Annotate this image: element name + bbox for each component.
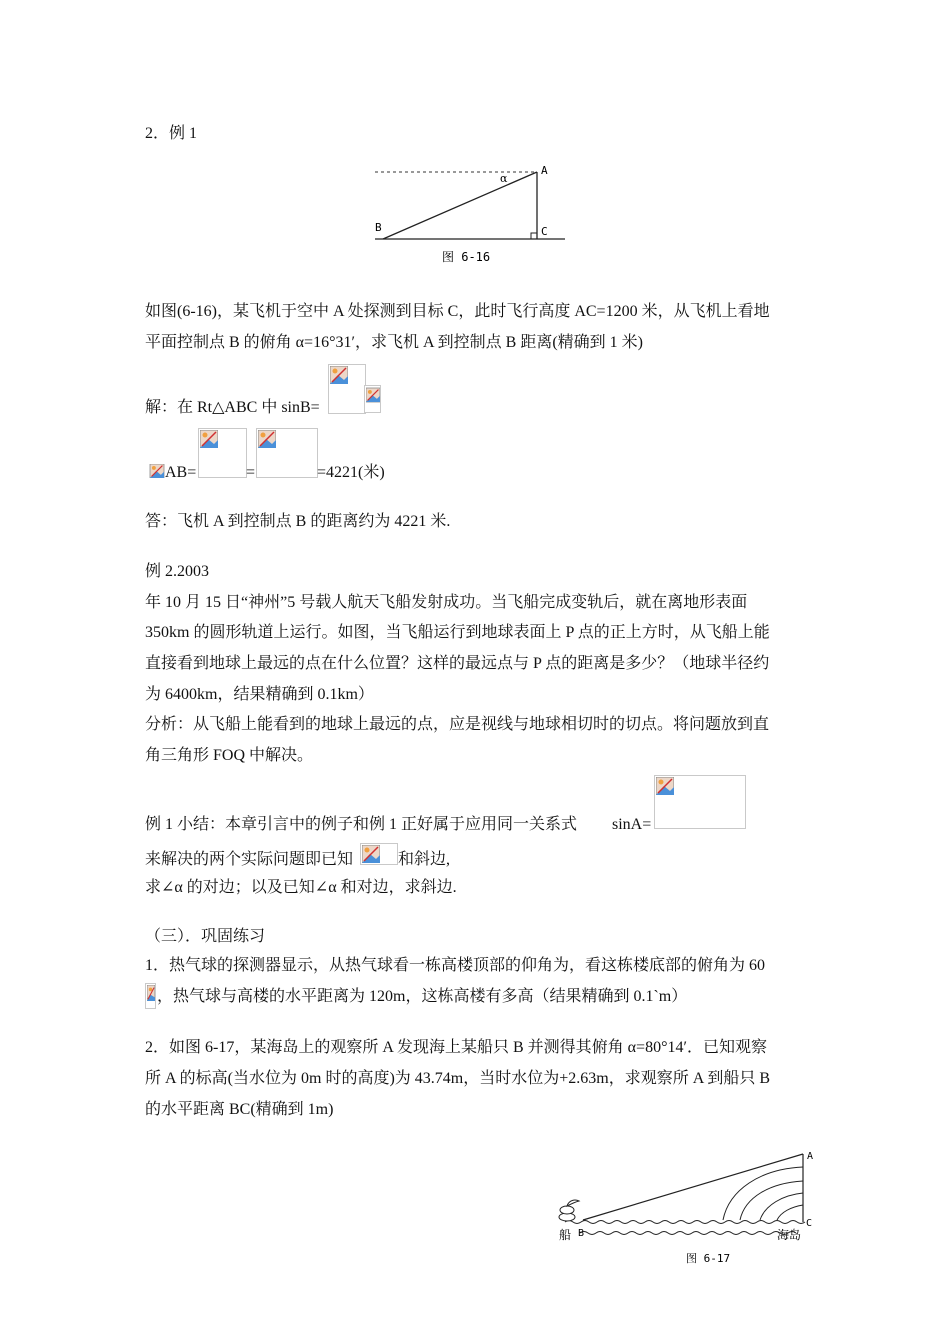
answer-line: 答：飞机 A 到控制点 B 的距离约为 4221 米. [145, 513, 451, 530]
label-island: 海岛 [777, 1228, 802, 1242]
ex2-line: 角三角形 FOQ 中解决。 [145, 747, 314, 764]
formula-image [364, 385, 381, 413]
water-line [565, 1221, 805, 1224]
formula-image [328, 364, 366, 414]
solution-line-1: 解：在 Rt△ABC 中 sinB= [145, 399, 320, 416]
ex2-line: 为 6400km，结果精确到 0.1km） [145, 686, 374, 703]
label-a: A [541, 164, 548, 177]
solution-result: =4221(米) [317, 464, 385, 481]
solution-equals: = [246, 464, 256, 481]
broken-image-icon [656, 777, 674, 795]
broken-image-icon [147, 985, 155, 1001]
broken-image-icon [330, 366, 348, 384]
island-contour [777, 1205, 803, 1220]
broken-image-icon [366, 387, 380, 403]
ex2-line: 直接看到地球上最远的点在什么位置？这样的最远点与 P 点的距离是多少？（地球半径约 [145, 655, 770, 672]
broken-image-icon [258, 430, 276, 448]
ex1-line-2: 平面控制点 B 的俯角 α=16°31′，求飞机 A 到控制点 B 距离(精确到 1 米) [145, 334, 643, 351]
formula-image [145, 983, 156, 1009]
summary-line-3: 求∠α 的对边；以及已知∠α 和对边，求斜边. [145, 879, 457, 896]
figure-6-17 [555, 1145, 825, 1270]
formula-image [654, 775, 746, 829]
formula-image [256, 428, 318, 478]
practice-q2-line-1: 2．如图 6-17，某海岛上的观察所 A 发现海上某船只 B 并测得其俯角 α=80°14′．已知观察 [145, 1039, 767, 1056]
summary-line-1: 例 1 小结：本章引言中的例子和例 1 正好属于应用同一关系式 [145, 816, 578, 833]
practice-q2-line-2: 所 A 的标高(当水位为 0m 时的高度)为 43.74m，当时水位为+2.63m，求观察所 A 到船只 B [145, 1070, 771, 1087]
summary-line-2a: 来解决的两个实际问题即已知 [145, 851, 354, 868]
ex1-line-1: 如图(6-16)，某飞机于空中 A 处探测到目标 C，此时飞行高度 AC=1200 米，从飞机上看地 [145, 303, 770, 320]
practice-q1-line-1: 1．热气球的探测器显示，从热气球看一栋高楼顶部的仰角为，看这栋楼底部的俯角为 60 [145, 957, 766, 974]
practice-title: （三）．巩固练习 [145, 928, 266, 945]
label-b: B [375, 221, 382, 234]
practice-q1-line-2: ，热气球与高楼的水平距离为 120m，这栋高楼有多高（结果精确到 0.1`m） [157, 988, 688, 1005]
label-ship: 船 [559, 1228, 572, 1242]
summary-line-2b: 和斜边, [398, 851, 451, 868]
label-c: C [541, 225, 548, 238]
figure-caption: 图 6-16 [442, 250, 491, 264]
summary-sina: sinA= [612, 816, 652, 833]
broken-image-icon [362, 845, 380, 863]
practice-q2-line-3: 的水平距离 BC(精确到 1m) [145, 1101, 334, 1118]
ship-icon [559, 1200, 579, 1221]
broken-image-icon [200, 430, 218, 448]
island-contour [740, 1181, 803, 1220]
water-line [580, 1232, 796, 1235]
solution-ab-label: AB= [165, 464, 197, 481]
label-alpha: α [500, 172, 508, 185]
label-a: A [807, 1151, 814, 1162]
figure-caption: 图 6-17 [686, 1252, 731, 1265]
formula-image [360, 843, 398, 865]
broken-image-icon [149, 464, 165, 478]
ex2-line: 分析：从飞船上能看到的地球上最远的点，应是视线与地球相切时的切点。将问题放到直 [145, 716, 770, 733]
line-ab [383, 172, 537, 239]
ex2-line: 350km 的圆形轨道上运行。如图，当飞船运行到地球表面上 P 点的正上方时，从飞船上能 [145, 624, 770, 641]
ex2-title: 例 2.2003 [145, 563, 210, 580]
formula-image [148, 463, 165, 477]
label-c: C [806, 1218, 813, 1229]
ex2-line: 年 10 月 15 日“神州”5 号载人航天飞船发射成功。当飞船完成变轨后，就在离地形表面 [145, 594, 748, 611]
figure-6-16 [365, 158, 575, 270]
label-b: B [578, 1228, 585, 1239]
right-angle-mark [531, 233, 537, 239]
formula-image [198, 428, 247, 478]
section-heading: 2．例 1 [145, 125, 198, 142]
line-ab [583, 1154, 803, 1220]
